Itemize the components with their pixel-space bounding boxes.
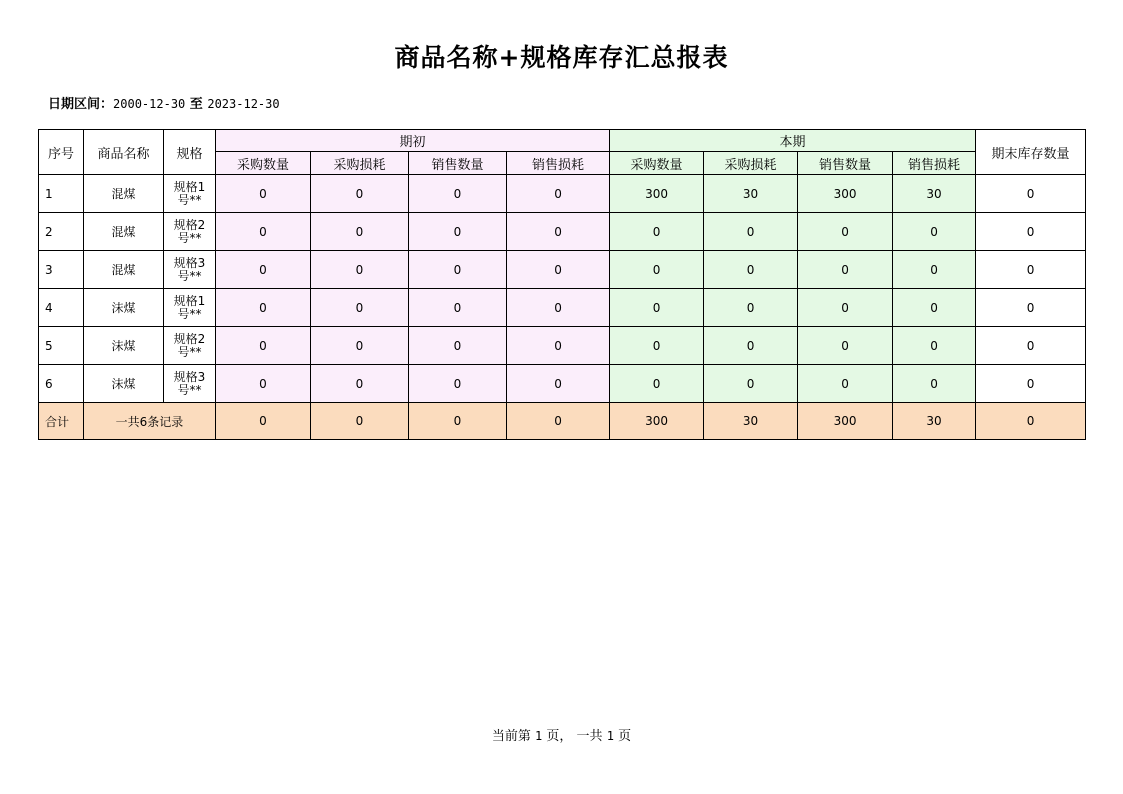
row-opening-sales-qty: 0 <box>409 289 507 327</box>
header-row-groups <box>39 130 1086 152</box>
row-spec <box>164 251 216 289</box>
row-ending-stock: 0 <box>976 251 1086 289</box>
row-spec-line2: 号** <box>177 268 202 283</box>
row-spec <box>164 327 216 365</box>
total-opening-sales-loss: 0 <box>507 403 610 440</box>
date-range <box>48 93 280 112</box>
total-current-sales-loss: 30 <box>893 403 976 440</box>
row-current-purchase-loss: 0 <box>704 213 798 251</box>
date-range-start: 2000-12-30 <box>113 97 186 111</box>
date-range-separator: 至 <box>189 97 203 112</box>
row-current-sales-loss: 30 <box>893 175 976 213</box>
row-product: 混煤 <box>84 251 164 289</box>
total-opening-purchase-loss: 0 <box>311 403 409 440</box>
row-spec-line2: 号** <box>177 344 202 359</box>
row-ending-stock: 0 <box>976 213 1086 251</box>
table-row <box>39 175 1086 213</box>
row-current-purchase-loss: 0 <box>704 327 798 365</box>
row-opening-sales-loss: 0 <box>507 365 610 403</box>
row-product: 沫煤 <box>84 289 164 327</box>
inventory-summary-table <box>38 129 1086 440</box>
header-ending-stock: 期末库存数量 <box>976 130 1086 175</box>
row-opening-purchase-loss: 0 <box>311 251 409 289</box>
total-row <box>39 403 1086 440</box>
row-opening-sales-loss: 0 <box>507 213 610 251</box>
header-current-purchase-qty: 采购数量 <box>610 152 704 175</box>
row-current-sales-qty: 300 <box>798 175 893 213</box>
row-index: 3 <box>39 251 84 289</box>
row-current-sales-loss: 0 <box>893 289 976 327</box>
table-row <box>39 289 1086 327</box>
page-indicator-prefix: 当前第 <box>491 729 531 744</box>
row-opening-purchase-qty: 0 <box>216 251 311 289</box>
row-index: 1 <box>39 175 84 213</box>
table-row <box>39 251 1086 289</box>
row-current-purchase-qty: 0 <box>610 327 704 365</box>
total-opening-sales-qty: 0 <box>409 403 507 440</box>
row-opening-purchase-qty: 0 <box>216 289 311 327</box>
row-ending-stock: 0 <box>976 289 1086 327</box>
header-opening-purchase-loss: 采购损耗 <box>311 152 409 175</box>
row-spec <box>164 175 216 213</box>
table-row <box>39 213 1086 251</box>
date-range-label: 日期区间： <box>48 97 114 112</box>
row-spec-line1: 规格2 <box>173 217 206 232</box>
row-ending-stock: 0 <box>976 365 1086 403</box>
header-index: 序号 <box>39 130 84 175</box>
row-index: 4 <box>39 289 84 327</box>
row-opening-sales-qty: 0 <box>409 327 507 365</box>
header-opening-sales-loss: 销售损耗 <box>507 152 610 175</box>
row-opening-sales-qty: 0 <box>409 213 507 251</box>
row-ending-stock: 0 <box>976 175 1086 213</box>
total-current-purchase-qty: 300 <box>610 403 704 440</box>
row-current-purchase-loss: 0 <box>704 289 798 327</box>
row-product: 沫煤 <box>84 327 164 365</box>
row-current-sales-loss: 0 <box>893 327 976 365</box>
row-spec-line1: 规格1 <box>173 179 206 194</box>
header-opening-group: 期初 <box>216 130 610 152</box>
total-current-purchase-loss: 30 <box>704 403 798 440</box>
total-current-sales-qty: 300 <box>798 403 893 440</box>
row-opening-purchase-loss: 0 <box>311 289 409 327</box>
total-opening-purchase-qty: 0 <box>216 403 311 440</box>
row-index: 5 <box>39 327 84 365</box>
header-opening-purchase-qty: 采购数量 <box>216 152 311 175</box>
row-current-purchase-qty: 0 <box>610 251 704 289</box>
row-spec-line1: 规格2 <box>173 331 206 346</box>
row-current-purchase-loss: 30 <box>704 175 798 213</box>
row-current-sales-qty: 0 <box>798 213 893 251</box>
row-spec-line2: 号** <box>177 382 202 397</box>
row-product: 混煤 <box>84 175 164 213</box>
row-opening-sales-qty: 0 <box>409 251 507 289</box>
page-indicator-suffix: 页 <box>618 729 632 744</box>
total-label: 合计 <box>39 403 84 440</box>
row-spec <box>164 365 216 403</box>
total-page-count: 1 <box>606 729 614 743</box>
row-product: 混煤 <box>84 213 164 251</box>
header-spec: 规格 <box>164 130 216 175</box>
row-opening-purchase-qty: 0 <box>216 175 311 213</box>
row-spec-line1: 规格3 <box>173 255 206 270</box>
row-product: 沫煤 <box>84 365 164 403</box>
header-current-purchase-loss: 采购损耗 <box>704 152 798 175</box>
row-current-sales-loss: 0 <box>893 213 976 251</box>
row-opening-purchase-qty: 0 <box>216 213 311 251</box>
row-opening-sales-loss: 0 <box>507 289 610 327</box>
row-spec <box>164 213 216 251</box>
row-spec <box>164 289 216 327</box>
row-current-purchase-qty: 300 <box>610 175 704 213</box>
row-opening-purchase-loss: 0 <box>311 213 409 251</box>
row-opening-sales-qty: 0 <box>409 175 507 213</box>
header-product: 商品名称 <box>84 130 164 175</box>
row-spec-line2: 号** <box>177 306 202 321</box>
row-opening-sales-loss: 0 <box>507 175 610 213</box>
row-spec-line2: 号** <box>177 230 202 245</box>
row-current-purchase-qty: 0 <box>610 365 704 403</box>
row-current-purchase-qty: 0 <box>610 289 704 327</box>
row-opening-sales-loss: 0 <box>507 327 610 365</box>
row-current-purchase-loss: 0 <box>704 251 798 289</box>
row-opening-purchase-loss: 0 <box>311 327 409 365</box>
row-opening-purchase-qty: 0 <box>216 365 311 403</box>
header-current-sales-qty: 销售数量 <box>798 152 893 175</box>
row-opening-purchase-qty: 0 <box>216 327 311 365</box>
row-current-sales-qty: 0 <box>798 365 893 403</box>
row-current-sales-loss: 0 <box>893 365 976 403</box>
row-opening-purchase-loss: 0 <box>311 175 409 213</box>
page-indicator-mid: 页， 一共 <box>546 729 603 744</box>
row-spec-line1: 规格1 <box>173 293 206 308</box>
row-opening-purchase-loss: 0 <box>311 365 409 403</box>
row-index: 2 <box>39 213 84 251</box>
table-row <box>39 365 1086 403</box>
header-opening-sales-qty: 销售数量 <box>409 152 507 175</box>
row-current-sales-qty: 0 <box>798 251 893 289</box>
row-current-sales-qty: 0 <box>798 289 893 327</box>
row-opening-sales-loss: 0 <box>507 251 610 289</box>
total-record-count: 一共6条记录 <box>84 403 216 440</box>
row-ending-stock: 0 <box>976 327 1086 365</box>
page-indicator <box>0 725 1123 744</box>
row-spec-line2: 号** <box>177 192 202 207</box>
row-current-purchase-loss: 0 <box>704 365 798 403</box>
total-ending-stock: 0 <box>976 403 1086 440</box>
date-range-end: 2023-12-30 <box>207 97 280 111</box>
table-row <box>39 327 1086 365</box>
header-current-group: 本期 <box>610 130 976 152</box>
row-opening-sales-qty: 0 <box>409 365 507 403</box>
row-current-sales-qty: 0 <box>798 327 893 365</box>
current-page-number: 1 <box>535 729 543 743</box>
row-current-sales-loss: 0 <box>893 251 976 289</box>
row-index: 6 <box>39 365 84 403</box>
row-current-purchase-qty: 0 <box>610 213 704 251</box>
report-title: 商品名称+规格库存汇总报表 <box>394 43 729 72</box>
header-current-sales-loss: 销售损耗 <box>893 152 976 175</box>
row-spec-line1: 规格3 <box>173 369 206 384</box>
